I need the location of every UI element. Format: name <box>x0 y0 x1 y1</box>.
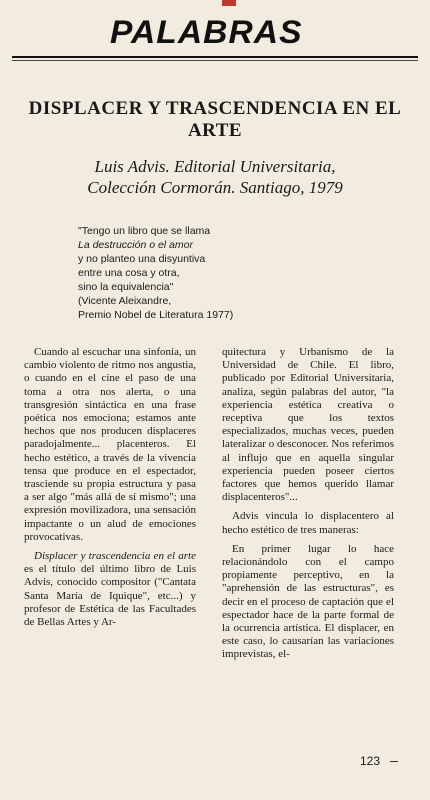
byline-line-2: Colección Cormorán. Santiago, 1979 <box>87 178 343 197</box>
paragraph-text: es el título del último libro de Luis Advis, conocido compositor ("Cantata Santa María de Iquique", etc...) y profesor de Estética de las Facultades de Bellas Artes y Ar- <box>24 563 196 629</box>
paragraph: En primer lugar lo hace relacionándolo con el campo propiamente perceptivo, en la "aprehensión de las estructuras", es decir en el proceso de captación que el espectador hace de la parte formal de la ocurrencia artística. El displacer, en este caso, lo causarían las variaciones imprevistas, el- <box>222 542 394 661</box>
page-number: 123 <box>360 754 381 768</box>
paragraph: Cuando al escuchar una sinfonía, un cambio violento de ritmo nos angustia, o cuando en el cine el paso de una toma a otra nos alerta, o una transgresión sintáctica en una frase poética nos emociona; estamos ante hechos que nos producen displaceres paradojalmente... placenteros. El hecho estético, a través de la vivencia tensa que produce en el espectador, trasciende su propia estructura y pasa a ser algo "más allá de sí mismo"; una expresión movilizadora, una sensación impactante o un alud de emociones provocativas. <box>24 346 196 543</box>
article-body <box>24 346 394 748</box>
epigraph-line: entre una cosa y otra, <box>78 267 180 279</box>
right-column <box>222 346 394 748</box>
article-title: DISPLACER Y TRASCENDENCIA EN EL ARTE <box>28 98 402 141</box>
byline-line-1: Luis Advis. Editorial Universitaria, <box>94 157 336 176</box>
header-rule-thin <box>12 60 418 61</box>
epigraph-line: (Vicente Aleixandre, <box>78 295 172 307</box>
book-citation <box>16 156 414 198</box>
paragraph <box>24 550 196 629</box>
paragraph: quitectura y Urbanismo de la Universidad de Chile. El libro, publicado por Editorial Universitaria, analiza, según palabras del autor, "la experiencia estética creativa o receptiva que los textos especializados, muchas veces, pueden lateralizar o desconocer. Nos referimos al influjo que en aquella singular experiencia pueden poseer ciertos factores que hemos querido llamar displacenteros"... <box>222 346 394 504</box>
epigraph <box>78 224 378 322</box>
section-title: PALABRAS <box>110 14 303 50</box>
epigraph-line: "Tengo un libro que se llama <box>78 225 211 237</box>
epigraph-line: Premio Nobel de Literatura 1977) <box>78 309 234 321</box>
left-column <box>24 346 196 748</box>
page-number-dash <box>390 761 398 762</box>
epigraph-line: sino la equivalencia" <box>78 281 174 293</box>
header-rule <box>12 56 418 58</box>
epigraph-line: y no planteo una disyuntiva <box>78 253 206 265</box>
book-title-emphasis: Displacer y trascendencia en el arte <box>34 550 196 563</box>
color-tab-mark <box>222 0 236 6</box>
paragraph: Advis vincula lo displacentero al hecho estético de tres maneras: <box>222 510 394 536</box>
epigraph-line: La destrucción o el amor <box>78 239 193 251</box>
